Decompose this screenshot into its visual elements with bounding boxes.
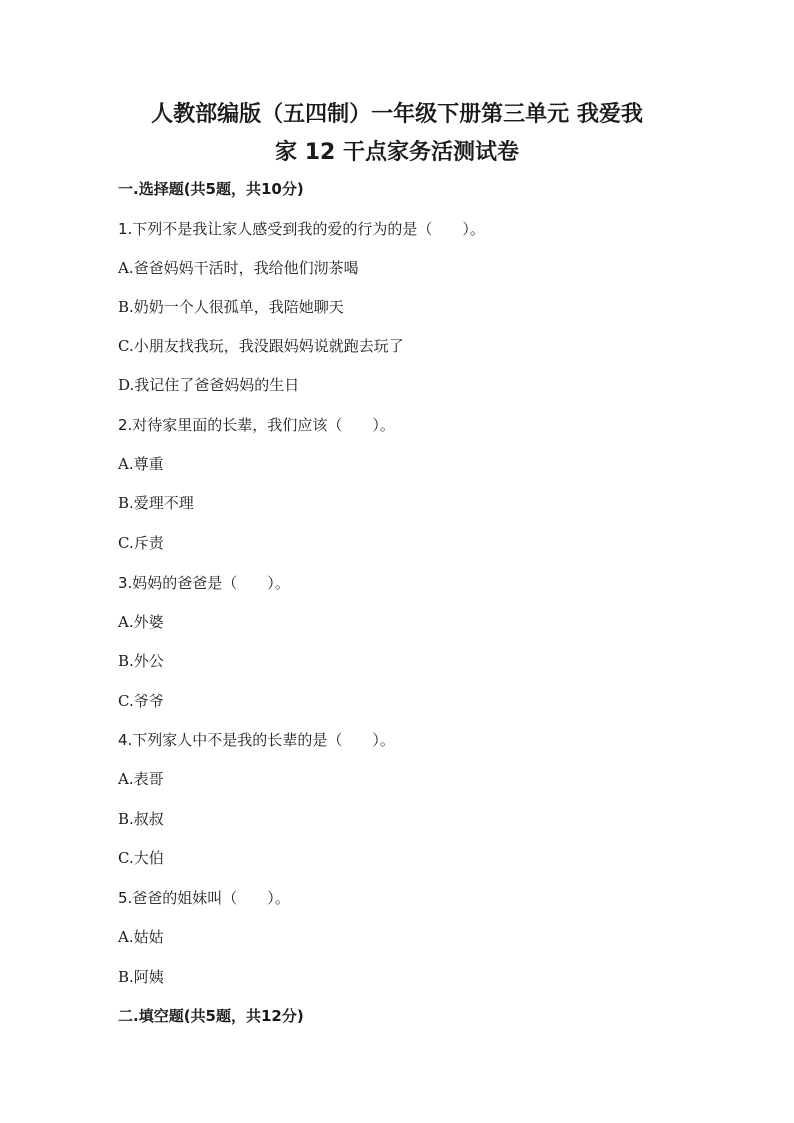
title-line-1: 人教部编版（五四制）一年级下册第三单元 我爱我 [151,102,643,127]
section-heading-fill-in: 二.填空题(共5题，共12分) [118,1007,304,1025]
question-3-stem: 3.妈妈的爸爸是（ ）。 [118,574,290,592]
question-2-option-a: A.尊重 [118,455,164,473]
question-2-option-c: C.斥责 [118,534,164,552]
title-line-2: 家 12 干点家务活测试卷 [275,140,519,165]
question-5-option-b: B.阿姨 [118,968,164,986]
question-3-option-b: B.外公 [118,652,164,670]
question-1-stem: 1.下列不是我让家人感受到我的爱的行为的是（ ）。 [118,220,485,238]
question-4-stem: 4.下列家人中不是我的长辈的是（ ）。 [118,731,395,749]
question-2-option-b: B.爱理不理 [118,494,194,512]
question-5-option-a: A.姑姑 [118,928,164,946]
question-4-option-c: C.大伯 [118,849,164,867]
exam-title [100,96,694,172]
question-1-option-c: C.小朋友找我玩，我没跟妈妈说就跑去玩了 [118,337,404,355]
question-4-option-a: A.表哥 [118,770,164,788]
section-heading-choice: 一.选择题(共5题，共10分) [118,180,304,198]
question-3-option-a: A.外婆 [118,613,164,631]
question-5-stem: 5.爸爸的姐妹叫（ ）。 [118,889,290,907]
question-4-option-b: B.叔叔 [118,810,164,828]
question-2-stem: 2.对待家里面的长辈，我们应该（ ）。 [118,416,395,434]
question-1-option-b: B.奶奶一个人很孤单，我陪她聊天 [118,298,344,316]
question-1-option-d: D.我记住了爸爸妈妈的生日 [118,376,300,394]
question-3-option-c: C.爷爷 [118,692,164,710]
question-1-option-a: A.爸爸妈妈干活时，我给他们沏茶喝 [118,259,359,277]
